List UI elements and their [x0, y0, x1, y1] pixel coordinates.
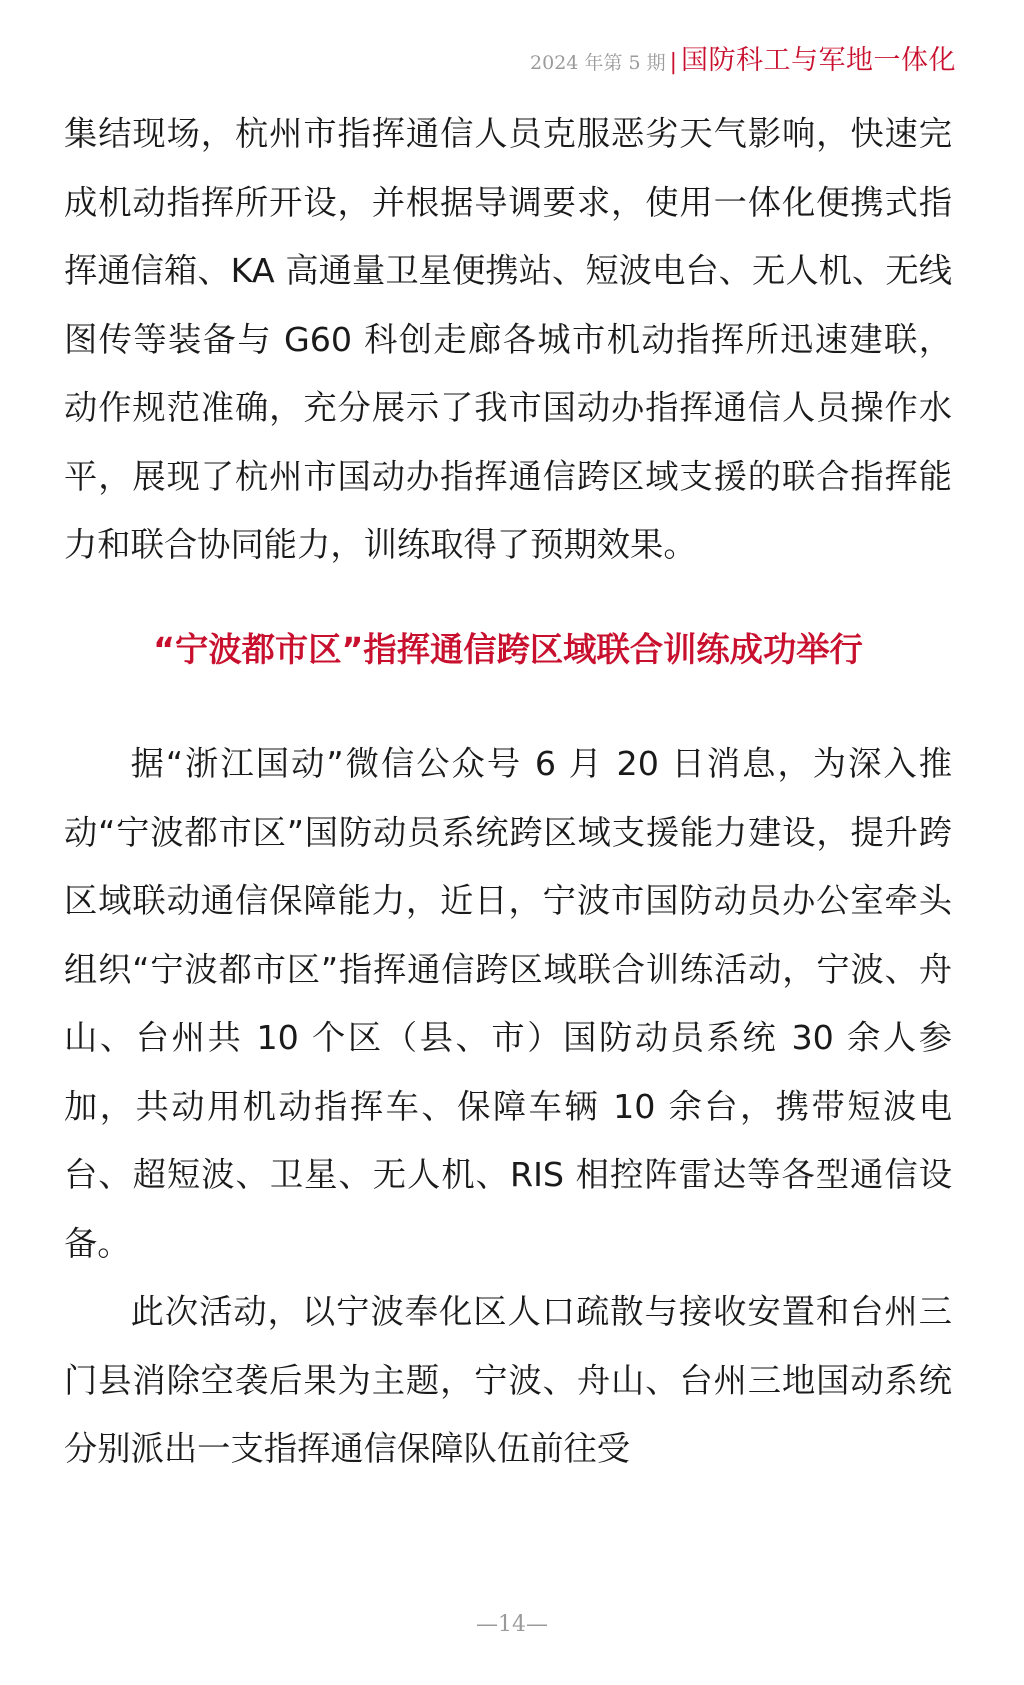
article-paragraph: 集结现场，杭州市指挥通信人员克服恶劣天气影响，快速完成机动指挥所开设，并根据导调要求，使用一体化便携式指挥通信箱、KA 高通量卫星便携站、短波电台、无人机、无线图传等装备与 G60 科创走廊各城市机动指挥所迅速建联，动作规范准确，充分展示了我市国动办指挥通信人员操作水平，展现了杭州市国动办指挥通信跨区域支援的联合指挥能力和联合协同能力，训练取得了预期效果。 [64, 114, 952, 564]
article-paragraph: 此次活动，以宁波奉化区人口疏散与接收安置和台州三门县消除空袭后果为主题，宁波、舟山、台州三地国动系统分别派出一支指挥通信保障队伍前往受 [64, 1292, 952, 1468]
page-number: —14— [476, 1612, 548, 1637]
page-header [530, 38, 956, 77]
section-title: “宁波都市区”指挥通信跨区域联合训练成功举行 [153, 629, 863, 669]
issue-label: 2024 年第 5 期 [530, 52, 666, 74]
header-separator: | [669, 50, 677, 75]
section-header-title: 国防科工与军地一体化 [681, 45, 956, 76]
article-body [64, 100, 952, 1484]
article-paragraph: 据“浙江国动”微信公众号 6 月 20 日消息，为深入推动“宁波都市区”国防动员系统跨区域支援能力建设，提升跨区域联动通信保障能力，近日，宁波市国防动员办公室牵头组织“宁波都市区”指挥通信跨区域联合训练活动，宁波、舟山、台州共 10 个区（县、市）国防动员系统 30 余人参加，共动用机动指挥车、保障车辆 10 余台，携带短波电台、超短波、卫星、无人机、RIS 相控阵雷达等各型通信设备。 [64, 744, 952, 1263]
